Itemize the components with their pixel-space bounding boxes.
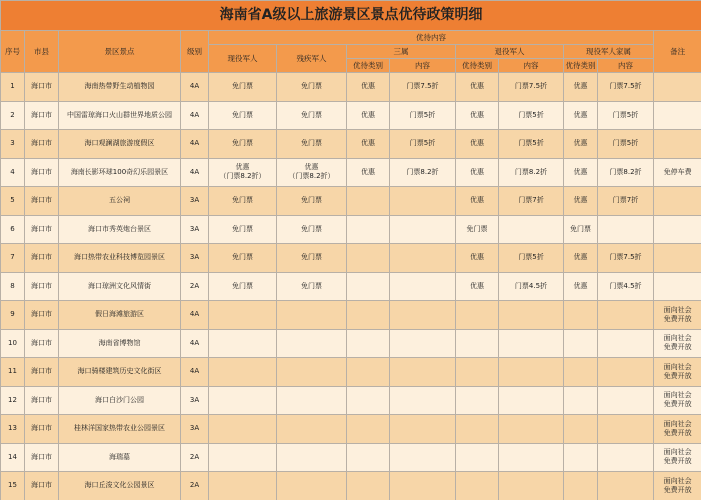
cell-spot: 海南热带野生动植物园: [59, 73, 181, 102]
cell-family-content: 门票7.5折: [598, 244, 654, 273]
header-family: 现役军人家属: [564, 45, 654, 59]
header-active: 现役军人: [209, 45, 277, 73]
cell-family-content: 门票4.5折: [598, 272, 654, 301]
cell-retired-type: 优惠: [456, 187, 499, 216]
cell-remark: [654, 244, 701, 273]
cell-retired-type: [456, 443, 499, 472]
cell-remark: 面向社会 免费开放: [654, 472, 701, 500]
cell-level: 3A: [181, 415, 209, 444]
cell-retired-type: [456, 301, 499, 330]
cell-retired-content: [499, 386, 564, 415]
header-disabled: 残疾军人: [277, 45, 347, 73]
cell-remark: [654, 73, 701, 102]
cell-remark: 免停车费: [654, 158, 701, 187]
cell-retired-content: 门票5折: [499, 101, 564, 130]
cell-city: 海口市: [25, 187, 59, 216]
cell-level: 4A: [181, 130, 209, 159]
cell-family-type: [564, 358, 598, 387]
table-row: [1, 443, 701, 472]
cell-sanshu-type: 优惠: [347, 130, 390, 159]
cell-remark: 面向社会 免费开放: [654, 415, 701, 444]
cell-city: 海口市: [25, 415, 59, 444]
cell-spot: 海口热带农业科技博览园景区: [59, 244, 181, 273]
cell-remark: 面向社会 免费开放: [654, 329, 701, 358]
table-row: [1, 329, 701, 358]
cell-family-content: 门票8.2折: [598, 158, 654, 187]
cell-retired-type: [456, 386, 499, 415]
cell-retired-content: 门票8.2折: [499, 158, 564, 187]
cell-sanshu-type: [347, 215, 390, 244]
table-row: [1, 101, 701, 130]
table-row: [1, 472, 701, 500]
cell-remark: [654, 130, 701, 159]
table-title: 海南省A级以上旅游景区景点优待政策明细: [1, 1, 701, 31]
cell-family-type: 优惠: [564, 130, 598, 159]
header-sanshu-content: 内容: [390, 59, 456, 73]
cell-retired-content: [499, 301, 564, 330]
header-no: 序号: [1, 31, 25, 73]
cell-sanshu-type: [347, 301, 390, 330]
cell-city: 海口市: [25, 101, 59, 130]
header-sanshu-type: 优待类别: [347, 59, 390, 73]
cell-spot: 海瑞墓: [59, 443, 181, 472]
cell-spot: 桂林洋国家热带农业公园景区: [59, 415, 181, 444]
cell-retired-type: 优惠: [456, 73, 499, 102]
cell-spot: 海南长影环球100奇幻乐园景区: [59, 158, 181, 187]
cell-active: 免门票: [209, 73, 277, 102]
cell-no: 1: [1, 73, 25, 102]
cell-disabled: [277, 415, 347, 444]
cell-family-content: [598, 215, 654, 244]
cell-retired-type: 优惠: [456, 244, 499, 273]
cell-spot: 海口琼洲文化风情街: [59, 272, 181, 301]
cell-family-type: 优惠: [564, 187, 598, 216]
cell-family-content: [598, 443, 654, 472]
cell-level: 3A: [181, 187, 209, 216]
cell-family-content: [598, 415, 654, 444]
header-retired: 退役军人: [456, 45, 564, 59]
cell-disabled: [277, 358, 347, 387]
cell-retired-content: [499, 472, 564, 500]
cell-sanshu-type: 优惠: [347, 158, 390, 187]
table-row: [1, 301, 701, 330]
cell-disabled: [277, 472, 347, 500]
cell-level: 2A: [181, 472, 209, 500]
table-row: [1, 187, 701, 216]
table-body: [1, 73, 701, 500]
cell-active: 免门票: [209, 101, 277, 130]
cell-spot: 假日海滩旅游区: [59, 301, 181, 330]
cell-spot: 海口白沙门公园: [59, 386, 181, 415]
cell-sanshu-type: [347, 415, 390, 444]
cell-family-content: 门票5折: [598, 101, 654, 130]
cell-city: 海口市: [25, 472, 59, 500]
cell-family-type: 优惠: [564, 101, 598, 130]
cell-level: 3A: [181, 386, 209, 415]
cell-sanshu-type: [347, 472, 390, 500]
cell-retired-content: 门票7.5折: [499, 73, 564, 102]
cell-family-type: [564, 301, 598, 330]
cell-level: 4A: [181, 158, 209, 187]
cell-disabled: 免门票: [277, 272, 347, 301]
cell-level: 4A: [181, 329, 209, 358]
cell-spot: 海南省博物馆: [59, 329, 181, 358]
cell-family-content: [598, 301, 654, 330]
cell-remark: [654, 101, 701, 130]
cell-sanshu-content: [390, 301, 456, 330]
cell-remark: [654, 215, 701, 244]
header-level: 级别: [181, 31, 209, 73]
cell-disabled: 免门票: [277, 130, 347, 159]
cell-active: 免门票: [209, 187, 277, 216]
cell-family-content: 门票5折: [598, 130, 654, 159]
cell-no: 13: [1, 415, 25, 444]
cell-sanshu-content: 门票8.2折: [390, 158, 456, 187]
cell-spot: 海口丘浚文化公园景区: [59, 472, 181, 500]
cell-sanshu-type: [347, 329, 390, 358]
cell-city: 海口市: [25, 358, 59, 387]
cell-active: [209, 301, 277, 330]
header-retired-type: 优待类别: [456, 59, 499, 73]
cell-family-type: [564, 415, 598, 444]
cell-level: 4A: [181, 101, 209, 130]
cell-sanshu-content: [390, 386, 456, 415]
header-city: 市县: [25, 31, 59, 73]
cell-remark: 面向社会 免费开放: [654, 358, 701, 387]
cell-disabled: 优惠 （门票8.2折）: [277, 158, 347, 187]
cell-sanshu-type: 优惠: [347, 73, 390, 102]
cell-family-content: [598, 329, 654, 358]
cell-city: 海口市: [25, 130, 59, 159]
cell-family-type: 优惠: [564, 272, 598, 301]
header-family-content: 内容: [598, 59, 654, 73]
cell-disabled: [277, 329, 347, 358]
table-row: [1, 215, 701, 244]
cell-no: 12: [1, 386, 25, 415]
table-row: [1, 386, 701, 415]
header-family-type: 优待类别: [564, 59, 598, 73]
cell-city: 海口市: [25, 244, 59, 273]
cell-active: [209, 472, 277, 500]
table-row: [1, 73, 701, 102]
cell-remark: 面向社会 免费开放: [654, 386, 701, 415]
cell-retired-content: 门票5折: [499, 244, 564, 273]
cell-active: [209, 443, 277, 472]
cell-no: 11: [1, 358, 25, 387]
cell-active: [209, 329, 277, 358]
cell-level: 4A: [181, 358, 209, 387]
cell-remark: [654, 272, 701, 301]
cell-family-type: [564, 386, 598, 415]
cell-level: 2A: [181, 272, 209, 301]
cell-sanshu-type: [347, 443, 390, 472]
cell-sanshu-content: [390, 187, 456, 216]
cell-level: 3A: [181, 215, 209, 244]
table-row: [1, 130, 701, 159]
header-preferential: 优待内容: [209, 31, 654, 45]
cell-retired-content: [499, 215, 564, 244]
table-row: [1, 158, 701, 187]
cell-retired-type: [456, 358, 499, 387]
cell-disabled: [277, 301, 347, 330]
cell-sanshu-type: [347, 358, 390, 387]
cell-retired-content: 门票4.5折: [499, 272, 564, 301]
cell-family-content: 门票7.5折: [598, 73, 654, 102]
cell-family-type: 优惠: [564, 73, 598, 102]
cell-disabled: 免门票: [277, 215, 347, 244]
cell-no: 10: [1, 329, 25, 358]
cell-city: 海口市: [25, 443, 59, 472]
cell-retired-type: [456, 415, 499, 444]
cell-sanshu-content: 门票5折: [390, 101, 456, 130]
cell-spot: 海口市秀英炮台景区: [59, 215, 181, 244]
cell-no: 6: [1, 215, 25, 244]
cell-disabled: 免门票: [277, 73, 347, 102]
cell-family-type: 免门票: [564, 215, 598, 244]
cell-active: 免门票: [209, 215, 277, 244]
cell-disabled: 免门票: [277, 244, 347, 273]
cell-no: 4: [1, 158, 25, 187]
cell-retired-type: [456, 329, 499, 358]
cell-family-content: [598, 358, 654, 387]
cell-city: 海口市: [25, 73, 59, 102]
cell-family-type: [564, 329, 598, 358]
cell-level: 3A: [181, 244, 209, 273]
cell-spot: 海口观澜湖旅游度假区: [59, 130, 181, 159]
cell-no: 14: [1, 443, 25, 472]
cell-sanshu-content: [390, 443, 456, 472]
cell-active: [209, 358, 277, 387]
cell-remark: 面向社会 免费开放: [654, 301, 701, 330]
table-row: [1, 272, 701, 301]
cell-remark: [654, 187, 701, 216]
table-row: [1, 244, 701, 273]
cell-disabled: 免门票: [277, 101, 347, 130]
cell-no: 15: [1, 472, 25, 500]
cell-no: 8: [1, 272, 25, 301]
table-row: [1, 415, 701, 444]
cell-no: 5: [1, 187, 25, 216]
cell-disabled: [277, 386, 347, 415]
cell-retired-content: 门票7折: [499, 187, 564, 216]
cell-retired-content: [499, 415, 564, 444]
cell-retired-type: 优惠: [456, 272, 499, 301]
cell-no: 7: [1, 244, 25, 273]
cell-spot: 中国雷琼海口火山群世界地质公园: [59, 101, 181, 130]
cell-family-type: 优惠: [564, 158, 598, 187]
cell-disabled: 免门票: [277, 187, 347, 216]
cell-sanshu-content: [390, 244, 456, 273]
cell-active: 免门票: [209, 272, 277, 301]
cell-sanshu-type: [347, 386, 390, 415]
cell-sanshu-type: [347, 187, 390, 216]
cell-family-content: 门票7折: [598, 187, 654, 216]
cell-active: 免门票: [209, 130, 277, 159]
cell-sanshu-type: 优惠: [347, 101, 390, 130]
cell-active: [209, 415, 277, 444]
cell-level: 2A: [181, 443, 209, 472]
cell-sanshu-content: [390, 358, 456, 387]
cell-retired-type: 优惠: [456, 101, 499, 130]
header-sanshu: 三属: [347, 45, 456, 59]
cell-retired-type: 优惠: [456, 158, 499, 187]
cell-sanshu-content: [390, 215, 456, 244]
cell-spot: 五公祠: [59, 187, 181, 216]
cell-city: 海口市: [25, 329, 59, 358]
cell-city: 海口市: [25, 386, 59, 415]
cell-no: 3: [1, 130, 25, 159]
cell-retired-content: [499, 358, 564, 387]
table-row: [1, 358, 701, 387]
header-remark: 备注: [654, 31, 701, 73]
cell-family-content: [598, 472, 654, 500]
cell-disabled: [277, 443, 347, 472]
cell-sanshu-content: 门票5折: [390, 130, 456, 159]
cell-sanshu-content: [390, 329, 456, 358]
cell-sanshu-type: [347, 272, 390, 301]
cell-sanshu-content: [390, 272, 456, 301]
cell-retired-type: [456, 472, 499, 500]
cell-city: 海口市: [25, 158, 59, 187]
cell-retired-content: [499, 443, 564, 472]
cell-city: 海口市: [25, 301, 59, 330]
cell-retired-type: 免门票: [456, 215, 499, 244]
cell-spot: 海口骑楼建筑历史文化街区: [59, 358, 181, 387]
cell-family-type: [564, 443, 598, 472]
cell-family-type: 优惠: [564, 244, 598, 273]
cell-retired-content: [499, 329, 564, 358]
cell-family-type: [564, 472, 598, 500]
cell-level: 4A: [181, 73, 209, 102]
cell-active: 优惠 （门票8.2折）: [209, 158, 277, 187]
cell-city: 海口市: [25, 215, 59, 244]
header-retired-content: 内容: [499, 59, 564, 73]
cell-family-content: [598, 386, 654, 415]
cell-level: 4A: [181, 301, 209, 330]
cell-retired-type: 优惠: [456, 130, 499, 159]
cell-sanshu-content: 门票7.5折: [390, 73, 456, 102]
header-spot: 景区景点: [59, 31, 181, 73]
cell-no: 2: [1, 101, 25, 130]
cell-no: 9: [1, 301, 25, 330]
cell-sanshu-type: [347, 244, 390, 273]
cell-remark: 面向社会 免费开放: [654, 443, 701, 472]
cell-sanshu-content: [390, 415, 456, 444]
cell-active: [209, 386, 277, 415]
cell-active: 免门票: [209, 244, 277, 273]
cell-sanshu-content: [390, 472, 456, 500]
cell-city: 海口市: [25, 272, 59, 301]
cell-retired-content: 门票5折: [499, 130, 564, 159]
